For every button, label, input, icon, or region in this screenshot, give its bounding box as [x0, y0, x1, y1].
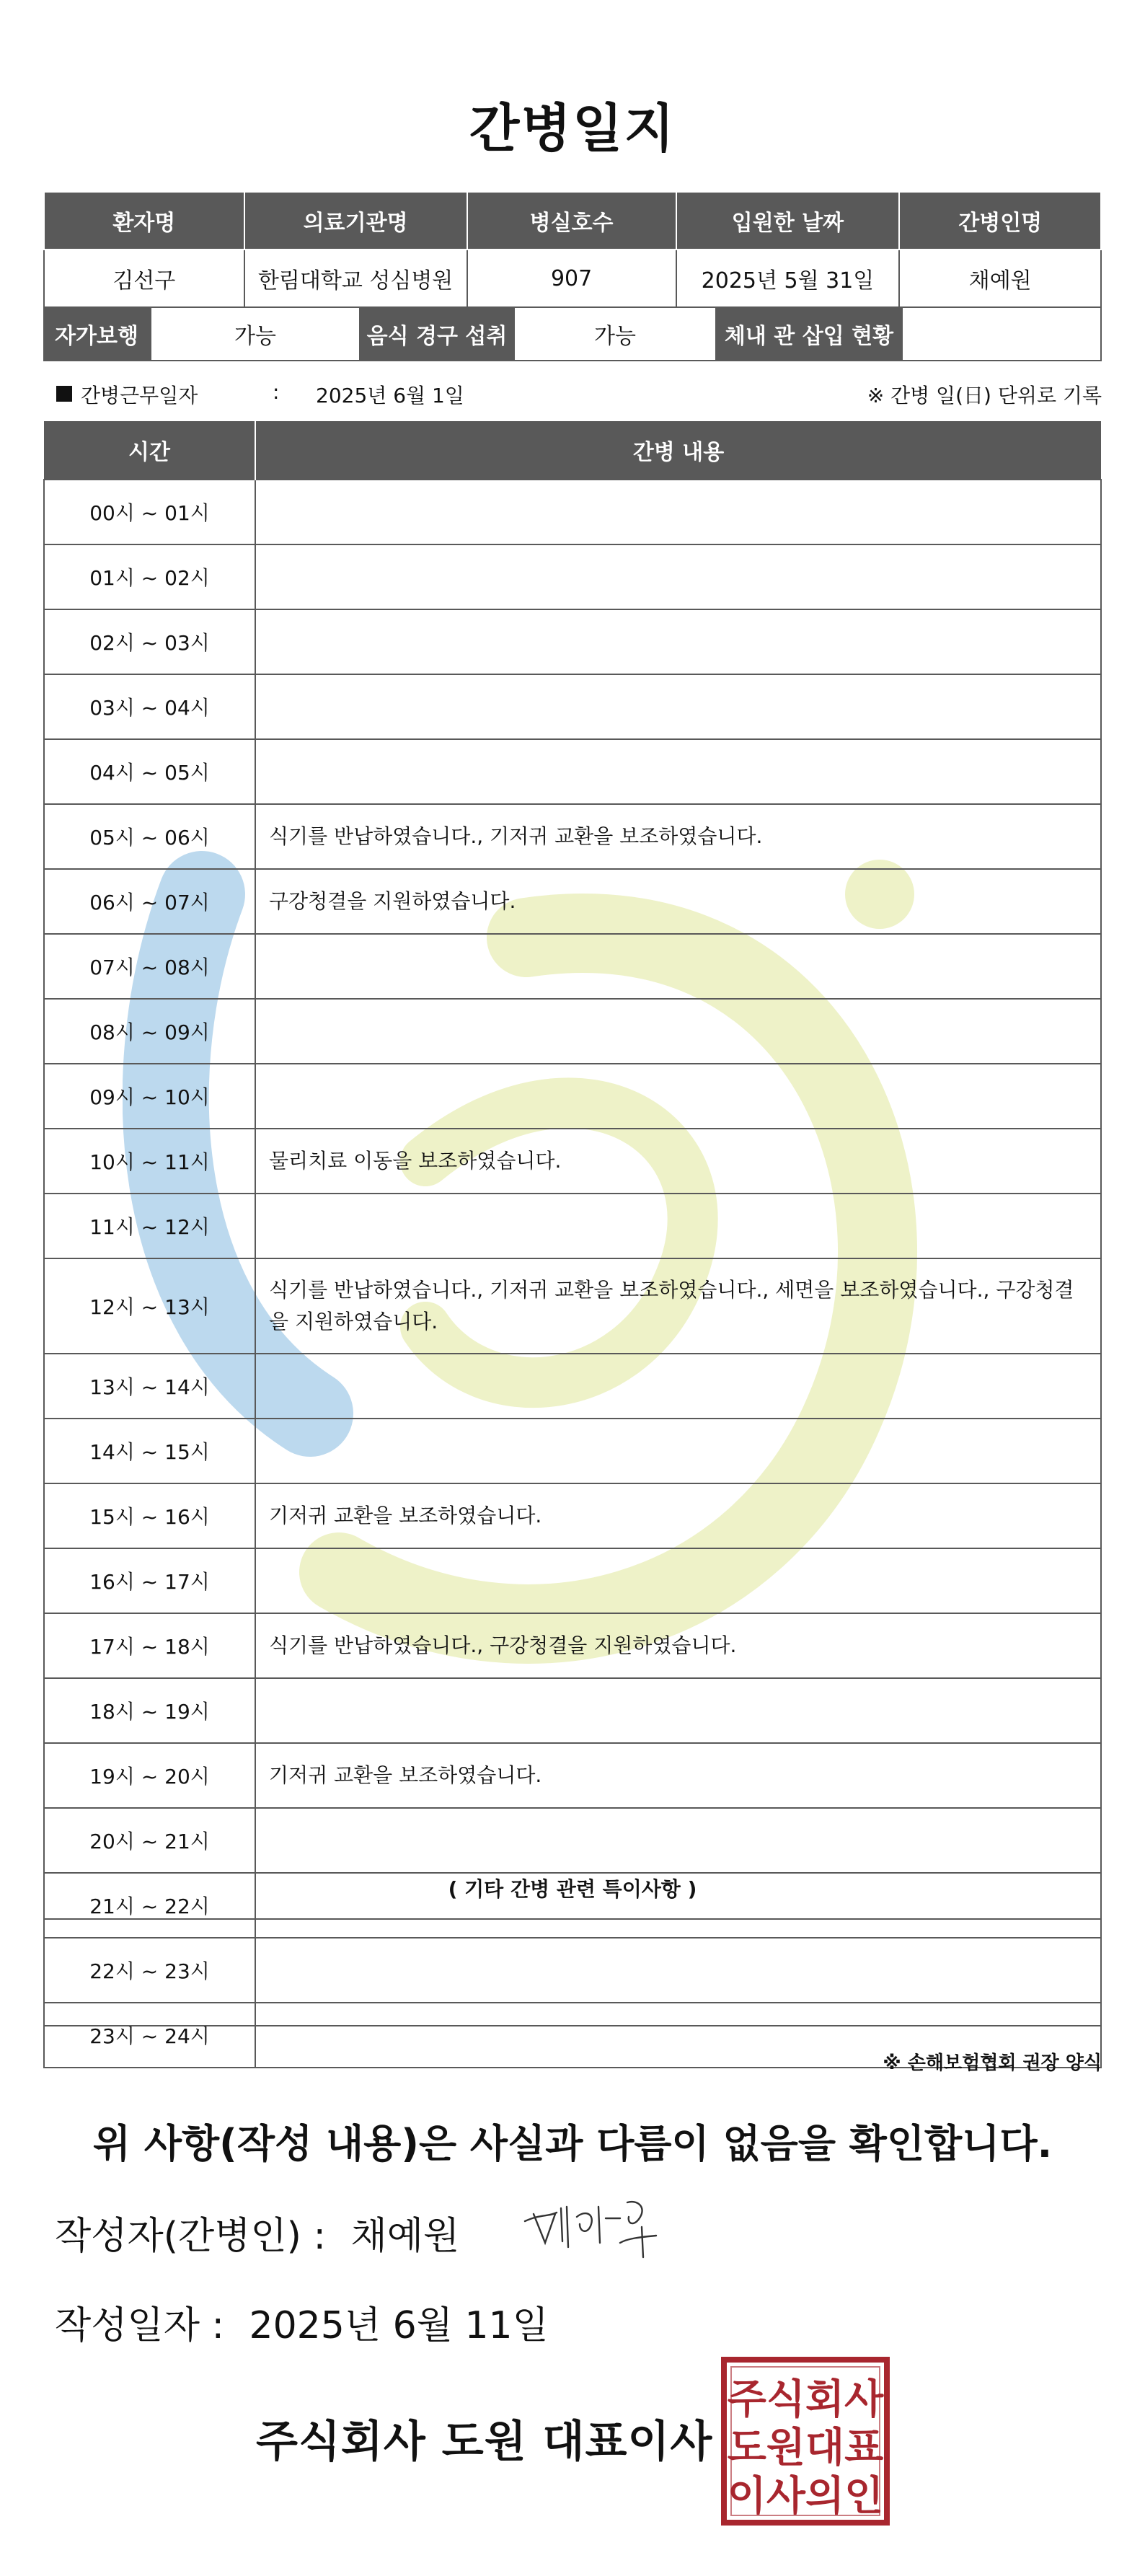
- log-time: 11시 ~ 12시: [44, 1194, 255, 1258]
- log-time: 18시 ~ 19시: [44, 1678, 255, 1743]
- log-care: [255, 609, 1101, 674]
- log-row: [44, 869, 1101, 934]
- log-time: 06시 ~ 07시: [44, 869, 255, 934]
- workday-colon: :: [273, 380, 280, 404]
- workday-label: 간병근무일자: [81, 384, 198, 407]
- log-time: 16시 ~ 17시: [44, 1548, 255, 1613]
- association-note: ※ 손해보험협회 권장 양식: [883, 2052, 1102, 2074]
- log-care: [255, 1419, 1101, 1483]
- header-patient-name: 환자명: [44, 192, 244, 250]
- log-row: [44, 480, 1101, 544]
- log-care: 물리치료 이동을 보조하였습니다.: [255, 1129, 1101, 1194]
- caregiver-name: 채예원: [899, 250, 1101, 307]
- log-time: 17시 ~ 18시: [44, 1613, 255, 1678]
- header-admission-date: 입원한 날짜: [676, 192, 900, 250]
- seal-line-1: 주식회사: [727, 2376, 884, 2423]
- write-date-label: 작성일자 :: [55, 2304, 224, 2347]
- log-row: [44, 1678, 1101, 1743]
- log-header-time: 시간: [44, 421, 255, 480]
- log-time: 00시 ~ 01시: [44, 480, 255, 544]
- self-walk-value: 가능: [150, 306, 361, 361]
- log-time: 04시 ~ 05시: [44, 739, 255, 804]
- writer-label: 작성자(간병인) :: [55, 2215, 327, 2258]
- admission-date: 2025년 5월 31일: [676, 250, 900, 307]
- log-care: 기저귀 교환을 보조하였습니다.: [255, 1743, 1101, 1808]
- log-row: [44, 1419, 1101, 1483]
- log-time: 12시 ~ 13시: [44, 1258, 255, 1354]
- workday-value: 2025년 6월 1일: [316, 384, 464, 407]
- patient-name: 김선구: [44, 250, 244, 307]
- workday-line: [43, 377, 1102, 412]
- log-care: [255, 674, 1101, 739]
- oral-intake-value: 가능: [513, 306, 717, 361]
- log-row: [44, 1354, 1101, 1419]
- writer-name: 채예원: [350, 2215, 460, 2258]
- log-care: 식기를 반납하였습니다., 기저귀 교환을 보조하였습니다., 세면을 보조하였습니다., 구강청결을 지원하였습니다.: [255, 1258, 1101, 1354]
- company-seal-stamp: [721, 2357, 890, 2526]
- log-time: 21시 ~ 22시: [44, 1873, 255, 1938]
- seal-line-3: 이사의인: [727, 2473, 884, 2520]
- log-time: 19시 ~ 20시: [44, 1743, 255, 1808]
- log-time: 10시 ~ 11시: [44, 1129, 255, 1194]
- log-time: 14시 ~ 15시: [44, 1419, 255, 1483]
- log-care: 구강청결을 지원하였습니다.: [255, 869, 1101, 934]
- confirmation-statement: 위 사항(작성 내용)은 사실과 다름이 없음을 확인합니다.: [92, 2121, 1053, 2166]
- writer-line: [55, 2205, 459, 2259]
- log-care: [255, 739, 1101, 804]
- log-time: 23시 ~ 24시: [44, 2003, 255, 2068]
- log-care: [255, 999, 1101, 1064]
- log-time: 03시 ~ 04시: [44, 674, 255, 739]
- square-bullet-icon: [56, 386, 72, 402]
- log-care: [255, 1808, 1101, 1873]
- log-header-care: 간병 내용: [255, 421, 1101, 480]
- log-row: [44, 674, 1101, 739]
- log-row: [44, 804, 1101, 869]
- log-care: [255, 1678, 1101, 1743]
- write-date-line: [55, 2295, 549, 2349]
- log-time: 01시 ~ 02시: [44, 544, 255, 609]
- write-date-value: 2025년 6월 11일: [249, 2304, 549, 2347]
- company-representative: 주식회사 도원 대표이사: [256, 2417, 713, 2467]
- log-time: 07시 ~ 08시: [44, 934, 255, 999]
- log-row: [44, 1743, 1101, 1808]
- room-number: 907: [467, 250, 676, 307]
- care-log-table: [43, 421, 1102, 2068]
- patient-info-table: [43, 191, 1102, 308]
- log-time: 20시 ~ 21시: [44, 1808, 255, 1873]
- log-row: [44, 1808, 1101, 1873]
- log-care: [255, 934, 1101, 999]
- log-time: 09시 ~ 10시: [44, 1064, 255, 1129]
- self-walk-label: 자가보행: [43, 306, 150, 361]
- log-time: 13시 ~ 14시: [44, 1354, 255, 1419]
- info-value-row: [44, 250, 1101, 307]
- log-row: [44, 1064, 1101, 1129]
- patient-status-row: [43, 306, 1102, 361]
- special-notes-title: ( 기타 간병 관련 특이사항 ): [448, 1877, 697, 1901]
- page-title: 간병일지: [469, 98, 676, 159]
- header-caregiver: 간병인명: [899, 192, 1101, 250]
- log-row: [44, 1613, 1101, 1678]
- log-care: [255, 544, 1101, 609]
- header-hospital: 의료기관명: [244, 192, 467, 250]
- log-row: [44, 739, 1101, 804]
- info-header-row: [44, 192, 1101, 250]
- handwritten-signature: [519, 2192, 663, 2264]
- tube-value: [901, 306, 1102, 361]
- daily-record-note: ※ 간병 일(日) 단위로 기록: [867, 384, 1102, 407]
- log-care: [255, 1354, 1101, 1419]
- log-care: 식기를 반납하였습니다., 기저귀 교환을 보조하였습니다.: [255, 804, 1101, 869]
- log-row: [44, 999, 1101, 1064]
- log-row: [44, 609, 1101, 674]
- oral-intake-label: 음식 경구 섭취: [361, 306, 513, 361]
- log-time: 02시 ~ 03시: [44, 609, 255, 674]
- log-header-row: [44, 421, 1101, 480]
- hospital-name: 한림대학교 성심병원: [244, 250, 467, 307]
- tube-label: 체내 관 삽입 현황: [717, 306, 901, 361]
- log-care: 식기를 반납하였습니다., 구강청결을 지원하였습니다.: [255, 1613, 1101, 1678]
- special-notes-box: [43, 1918, 1102, 2026]
- log-row: [44, 544, 1101, 609]
- header-room: 병실호수: [467, 192, 676, 250]
- log-care: [255, 480, 1101, 544]
- log-care: [255, 1064, 1101, 1129]
- log-time: 08시 ~ 09시: [44, 999, 255, 1064]
- seal-line-2: 도원대표: [727, 2425, 884, 2471]
- log-time: 15시 ~ 16시: [44, 1483, 255, 1548]
- log-care: [255, 1194, 1101, 1258]
- log-row: [44, 1483, 1101, 1548]
- log-row: [44, 1548, 1101, 1613]
- log-care: 기저귀 교환을 보조하였습니다.: [255, 1483, 1101, 1548]
- log-care: [255, 1548, 1101, 1613]
- log-row: [44, 1129, 1101, 1194]
- log-row: [44, 934, 1101, 999]
- log-row: [44, 1258, 1101, 1354]
- log-time: 05시 ~ 06시: [44, 804, 255, 869]
- log-row: [44, 1194, 1101, 1258]
- log-time: 22시 ~ 23시: [44, 1938, 255, 2003]
